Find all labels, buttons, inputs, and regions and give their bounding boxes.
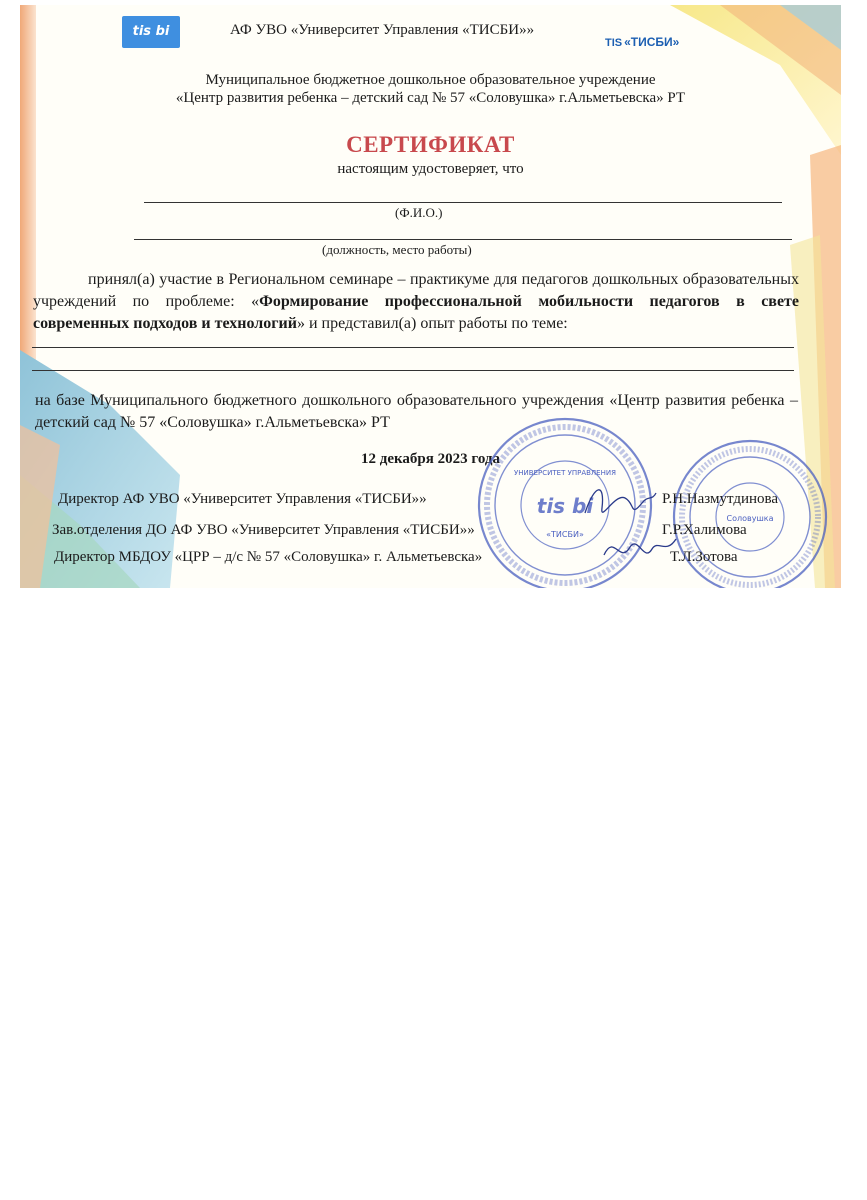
tisbi-brand-label: «ТИСБИ»: [624, 35, 680, 49]
signature-scribble-1: [580, 473, 660, 533]
university-stamp-logo: tis bi: [536, 494, 594, 518]
university-stamp-text: УНИВЕРСИТЕТ УПРАВЛЕНИЯ: [514, 469, 616, 477]
tisbi-brand: [605, 35, 679, 49]
certificate-subtitle: настоящим удостоверяет, что: [337, 161, 524, 177]
fio-line: [144, 202, 782, 203]
signatory-title-2: Зав.отделения ДО АФ УВО «Университет Управления «ТИСБИ»»: [52, 522, 475, 538]
certificate-title: СЕРТИФИКАТ: [346, 132, 515, 157]
tisbi-mark-icon: TIS: [605, 37, 623, 49]
tisbi-logo: tis bi: [122, 16, 180, 48]
institution-line-1: Муниципальное бюджетное дошкольное образовательное учреждение: [205, 72, 656, 88]
signatory-name-2: Г.Р.Халимова: [662, 522, 747, 538]
certificate-page: [20, 5, 841, 588]
participation-paragraph: [33, 269, 799, 335]
university-stamp-bottom: «ТИСБИ»: [546, 530, 584, 539]
participation-text-end: » и представил(а) опыт работы по теме:: [296, 315, 568, 332]
position-caption: (должность, место работы): [322, 242, 472, 257]
certificate-date: 12 декабря 2023 года: [361, 451, 500, 467]
topic-line-1: [32, 347, 794, 348]
base-paragraph: на базе Муниципального бюджетного дошкольного образовательного учреждения «Центр развития ребенка – детский сад № 57 «Соловушка» г.Альметьевска» РТ: [35, 392, 798, 431]
seminar-theme: Формирование профессиональной мобильности педагогов в свете современных подходов и технологий: [33, 293, 800, 332]
signatory-title-3: Директор МБДОУ «ЦРР – д/с № 57 «Соловушка» г. Альметьевска»: [54, 549, 483, 565]
signatory-name-3: Т.Л.Зотова: [670, 549, 738, 565]
fio-caption: (Ф.И.О.): [395, 205, 443, 220]
position-line: [134, 239, 792, 240]
participation-text: принял(а) участие в Региональном семинаре – практикуме для педагогов дошкольных образовательных учреждений по проблеме: «: [33, 271, 799, 310]
university-header: АФ УВО «Университет Управления «ТИСБИ»»: [230, 22, 535, 38]
kindergarten-stamp-text: Соловушка: [726, 514, 774, 523]
signatory-name-1: Р.Н.Назмутдинова: [662, 491, 779, 507]
signatory-title-1: Директор АФ УВО «Университет Управления «ТИСБИ»»: [58, 491, 427, 507]
topic-line-2: [32, 370, 794, 371]
institution-line-2: «Центр развития ребенка – детский сад № 57 «Соловушка» г.Альметьевска» РТ: [175, 90, 686, 106]
